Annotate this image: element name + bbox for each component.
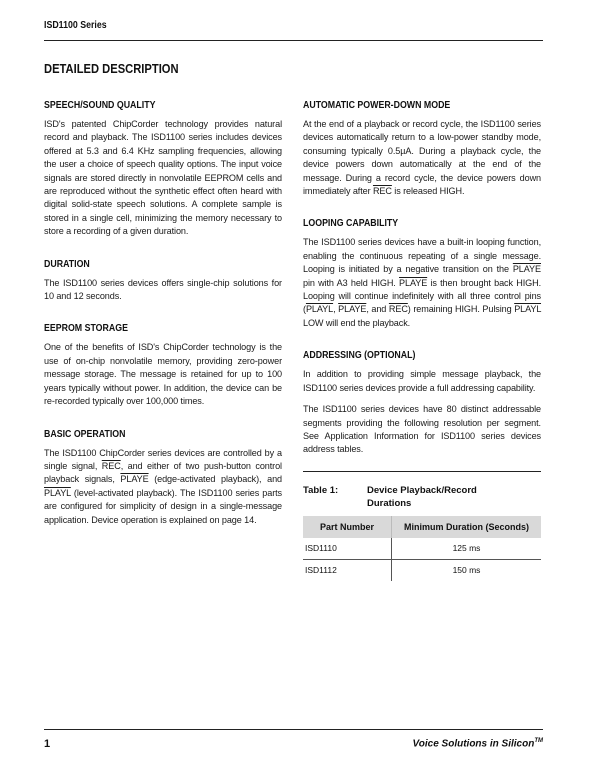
section-text-looping (303, 236, 541, 330)
section-text-addressing-1: In addition to providing simple message playback, the ISD1100 series devices provide a full addressing capability. (303, 369, 541, 393)
text-run: LOW will end the playback. (303, 317, 411, 328)
text-run: At the end of a playback or record cycle, the ISD1100 series devices automatically return to a low-power standby mode, consuming typically 0.5µA. During a playback cycle, the device powers down automatically at the end of the message. During a record cycle, the device powers down immediately after (303, 119, 541, 197)
right-column (303, 100, 541, 581)
signal-playl: PLAYL (514, 304, 542, 315)
left-column (44, 100, 282, 547)
section-text-speech: ISD's patented ChipCorder technology provides natural record and playback. The ISD1100 series includes devices offered at 5.3 and 6.4 KHz sampling frequencies, allowing the user a choice of speech quality options. The input voice signals are stored directly in nonvolatile EEPROM cells and are reproduced without the synthetic effect often heard with digital solid-state speech solutions. A complete sample is stored in a single cell, minimizing the memory necessary to store a recording of a given duration. (44, 119, 282, 237)
text-run: is then brought back HIGH. Looping will continue indefinitely with all three control pins ( (303, 277, 542, 315)
section-heading-powerdown: AUTOMATIC POWER-DOWN MODE (303, 100, 451, 111)
text-run: is released HIGH. (391, 186, 465, 197)
text-run: (edge-activated playback), and (148, 474, 282, 485)
table-header-part: Part Number (303, 516, 392, 538)
text-run: The ISD1100 series devices have a built-in looping function, enabling the continuous repeating of a single message. Looping is initiated by a negative transition on the (303, 237, 541, 275)
text-run: ) remaining HIGH. Pulsing (407, 304, 515, 315)
trademark-mark: TM (534, 738, 543, 744)
section-heading-eeprom: EEPROM STORAGE (44, 323, 128, 335)
table-cell: 150 ms (392, 559, 542, 581)
running-header: ISD1100 Series (44, 20, 107, 31)
section-text-basic (44, 447, 282, 527)
table-cell: 125 ms (392, 538, 542, 560)
table-caption (303, 484, 541, 510)
footer-tagline (412, 738, 543, 749)
signal-playe: PLAYE (512, 264, 541, 275)
duration-table (303, 516, 541, 581)
table-header-duration: Minimum Duration (Seconds) (392, 516, 542, 538)
table-row (303, 559, 541, 581)
text-run: pin with A3 held HIGH. (303, 277, 400, 288)
text-run: , and either of two push-button control playback signals, (44, 460, 282, 485)
section-text-powerdown (303, 118, 541, 198)
signal-rec: $\overline{REC}$ (388, 304, 408, 315)
page-title: DETAILED DESCRIPTION (44, 61, 179, 76)
section-heading-looping: LOOPING CAPABILITY (303, 218, 399, 230)
table-cell: ISD1110 (303, 538, 392, 560)
page-number: 1 (44, 738, 51, 750)
section-text-addressing-2: The ISD1100 series devices have 80 distinct addressable segments providing the following resolution per segment. See Application Information for ISD1100 series devices address tables. (303, 404, 541, 455)
signal-playe: PLAYE (399, 277, 428, 288)
table-number: Table 1: (303, 484, 339, 496)
text-run: , (333, 304, 339, 315)
table-row (303, 538, 541, 560)
signal-playe: PLAYE (338, 304, 367, 315)
section-heading-addressing: ADDRESSING (OPTIONAL) (303, 350, 416, 362)
tagline-text: Voice Solutions in Silicon (412, 738, 535, 750)
text-run: , and (366, 304, 389, 315)
table-title: Device Playback/Record Durations (367, 484, 477, 509)
table-rule (303, 471, 541, 472)
footer-rule (44, 729, 543, 730)
section-heading-basic: BASIC OPERATION (44, 428, 126, 440)
header-rule (44, 40, 543, 41)
signal-playl: PLAYL (305, 304, 334, 315)
section-text-duration: The ISD1100 series devices offers single-chip solutions for 10 and 12 seconds. (44, 277, 282, 302)
text-run: The ISD1100 ChipCorder series devices are controlled by a single signal, (44, 447, 282, 471)
signal-rec: $\overline{REC}$ (101, 460, 121, 471)
signal-rec: $\overline{REC}$ (372, 186, 392, 197)
table-cell: ISD1112 (305, 565, 337, 576)
section-text-eeprom: One of the benefits of ISD's ChipCorder technology is the use of on-chip nonvolatile memory, providing zero-power message storage. The message is retained for up to 100 years typically without power. In addition, the device can be re-recorded typically over 100,000 times. (44, 342, 282, 407)
text-run: (level-activated playback). The ISD1100 series parts are configured for simplicity of design in a single-message application. Device operation is explained on page 14. (44, 487, 282, 525)
signal-playe: PLAYE (120, 474, 149, 485)
section-heading-duration: DURATION (44, 258, 90, 270)
signal-playl: PLAYL (44, 487, 71, 498)
section-heading-speech: SPEECH/SOUND QUALITY (44, 100, 156, 111)
